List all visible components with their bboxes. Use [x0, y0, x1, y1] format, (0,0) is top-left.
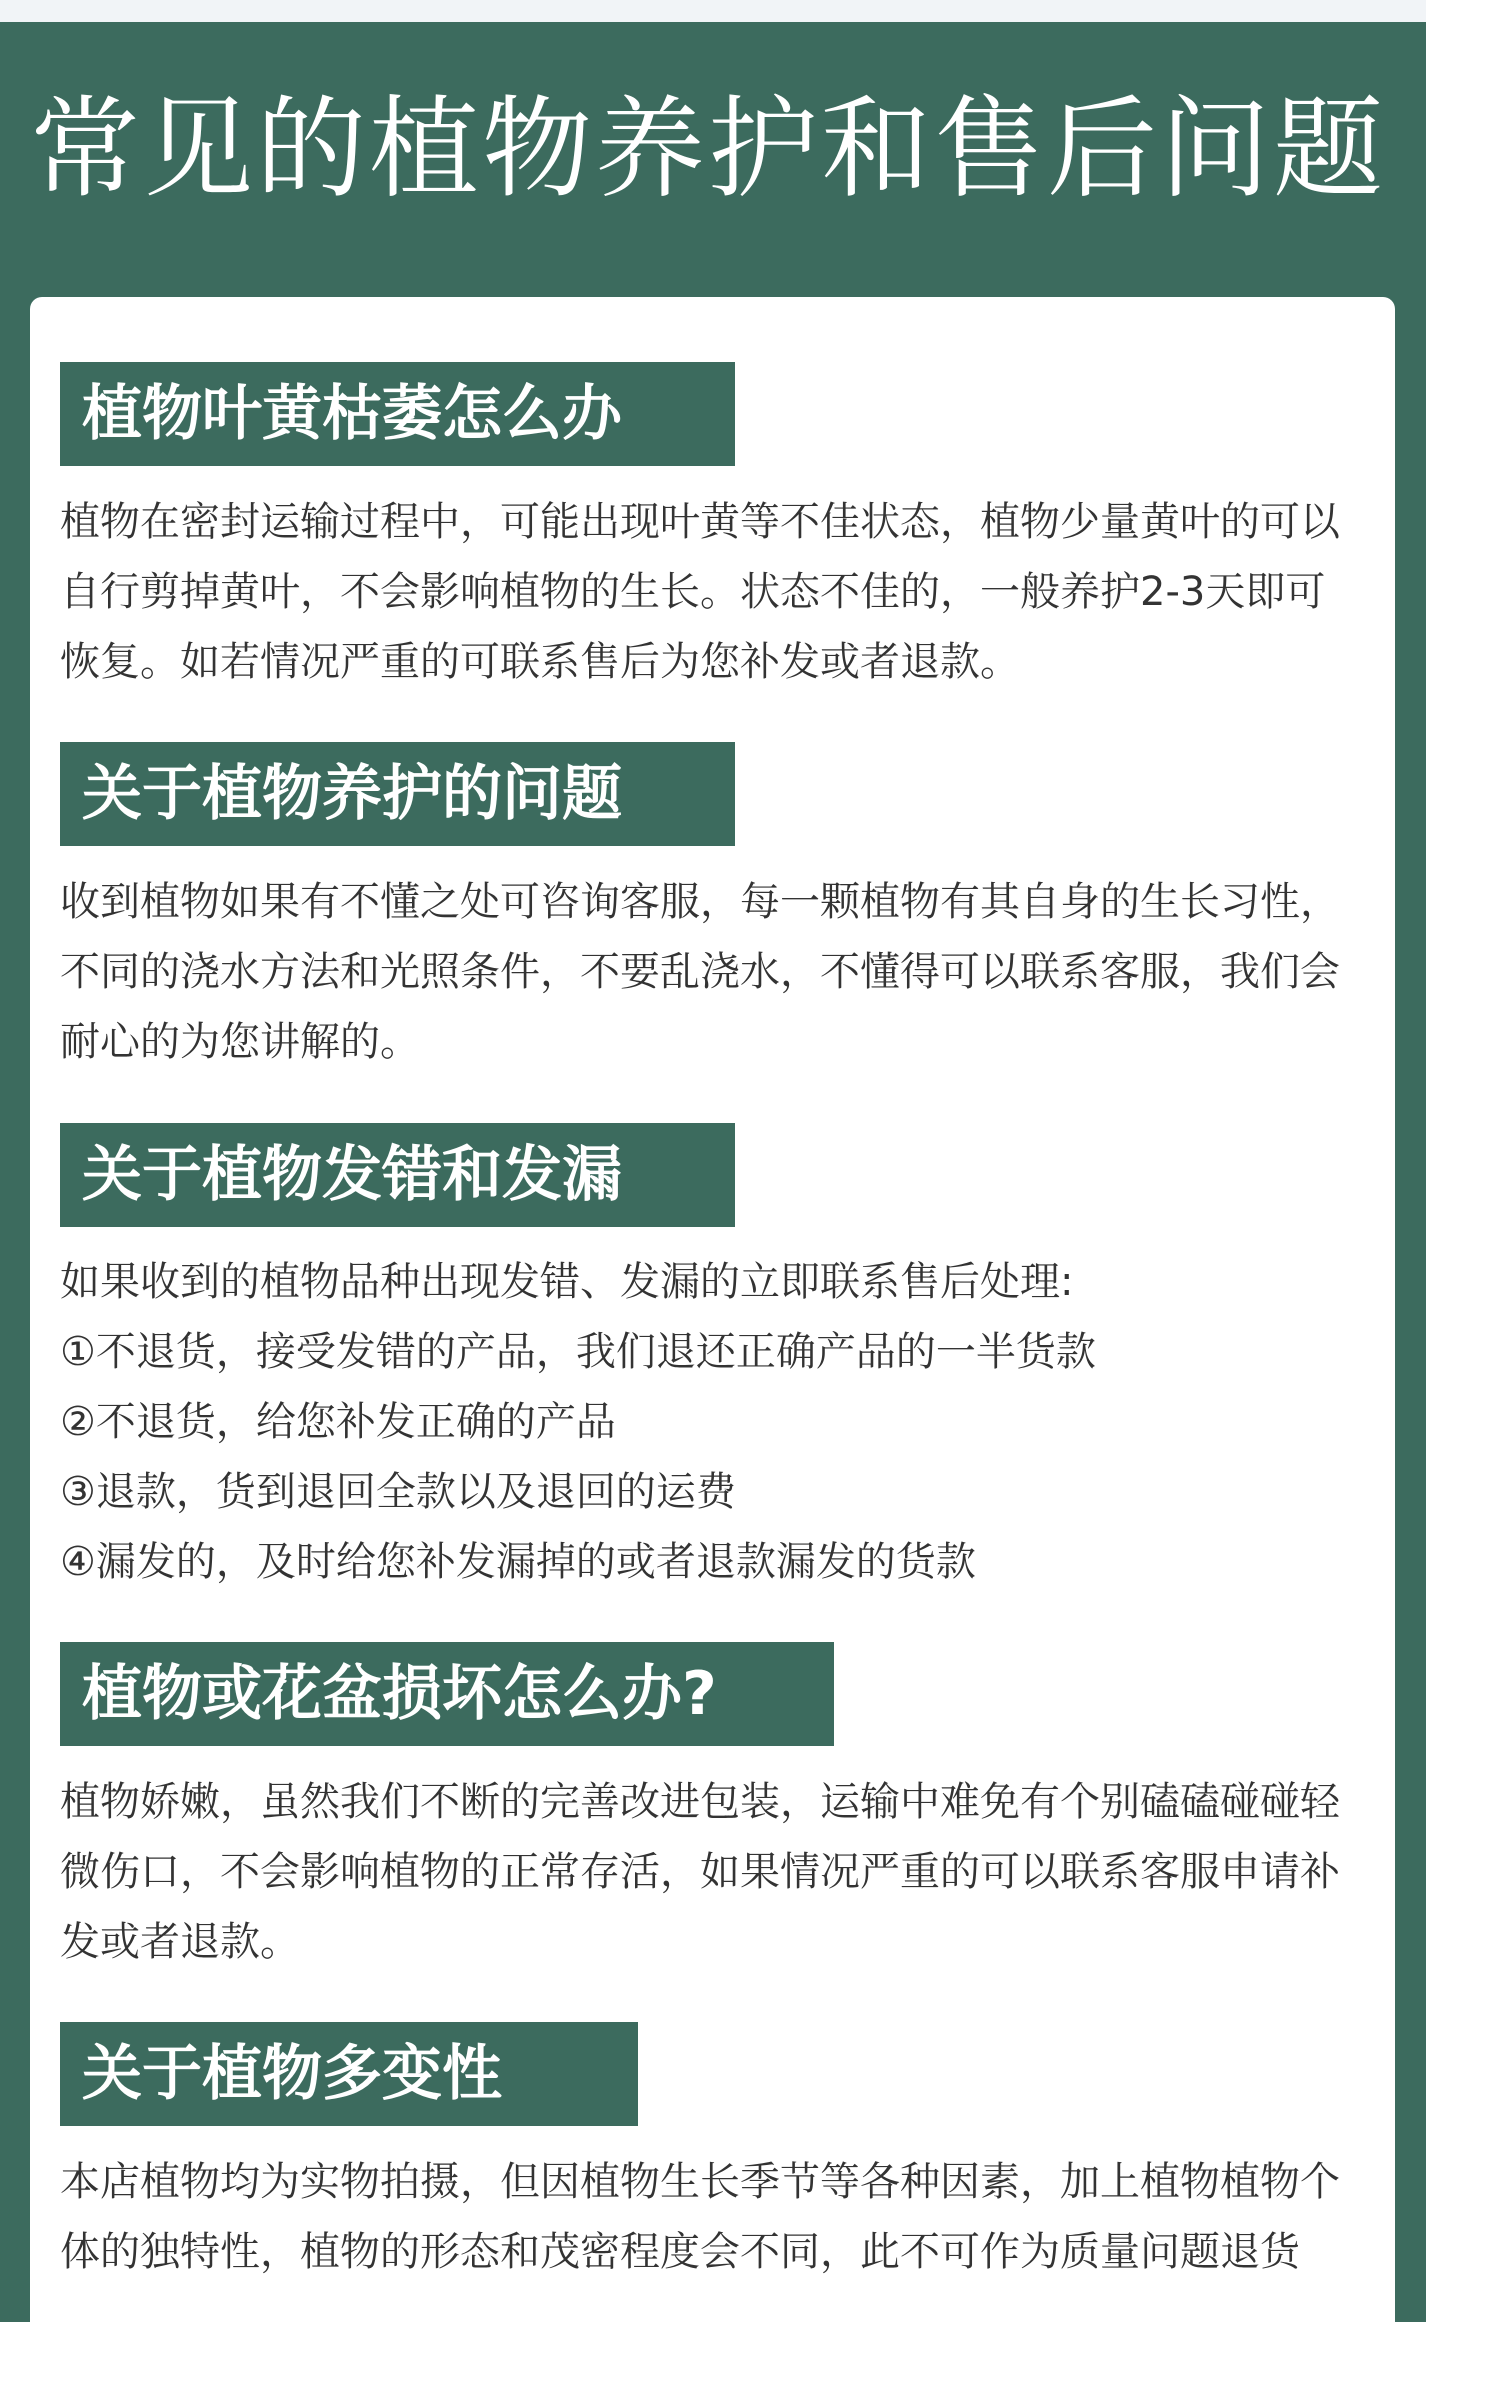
section-text-yellow-leaves: 植物在密封运输过程中，可能出现叶黄等不佳状态，植物少量黄叶的可以自行剪掉黄叶，不会影响植物的生长。状态不佳的，一般养护2-3天即可恢复。如若情况严重的可联系售后为您补发或者退款。	[60, 499, 1340, 685]
list-item: ③退款，货到退回全款以及退回的运费	[60, 1469, 736, 1515]
list-item: ②不退货，给您补发正确的产品	[60, 1399, 616, 1445]
info-panel	[0, 22, 1426, 2322]
list-item: ①不退货，接受发错的产品，我们退还正确产品的一半货款	[60, 1329, 1096, 1375]
list-item: ④漏发的，及时给您补发漏掉的或者退款漏发的货款	[60, 1539, 976, 1585]
section-text-variability: 本店植物均为实物拍摄，但因植物生长季节等各种因素，加上植物植物个体的独特性，植物的形态和茂密程度会不同，此不可作为质量问题退货	[60, 2159, 1340, 2275]
section-heading-wrong-missing: 关于植物发错和发漏	[60, 1123, 735, 1227]
section-text-plant-care: 收到植物如果有不懂之处可咨询客服，每一颗植物有其自身的生长习性，不同的浇水方法和光照条件，不要乱浇水，不懂得可以联系客服，我们会耐心的为您讲解的。	[60, 879, 1340, 1065]
section-intro-wrong-missing: 如果收到的植物品种出现发错、发漏的立即联系售后处理:	[60, 1259, 1074, 1305]
faq-card	[30, 297, 1395, 2397]
section-heading-variability: 关于植物多变性	[60, 2022, 638, 2126]
page-title: 常见的植物养护和售后问题	[30, 85, 1386, 213]
resolution-list	[60, 1317, 1360, 1597]
section-heading-yellow-leaves: 植物叶黄枯萎怎么办	[60, 362, 735, 466]
top-strip	[0, 0, 1426, 22]
section-text-damage: 植物娇嫩，虽然我们不断的完善改进包装，运输中难免有个别磕磕碰碰轻微伤口，不会影响植物的正常存活，如果情况严重的可以联系客服申请补发或者退款。	[60, 1779, 1340, 1965]
section-heading-damage: 植物或花盆损坏怎么办?	[60, 1642, 834, 1746]
section-heading-plant-care: 关于植物养护的问题	[60, 742, 735, 846]
